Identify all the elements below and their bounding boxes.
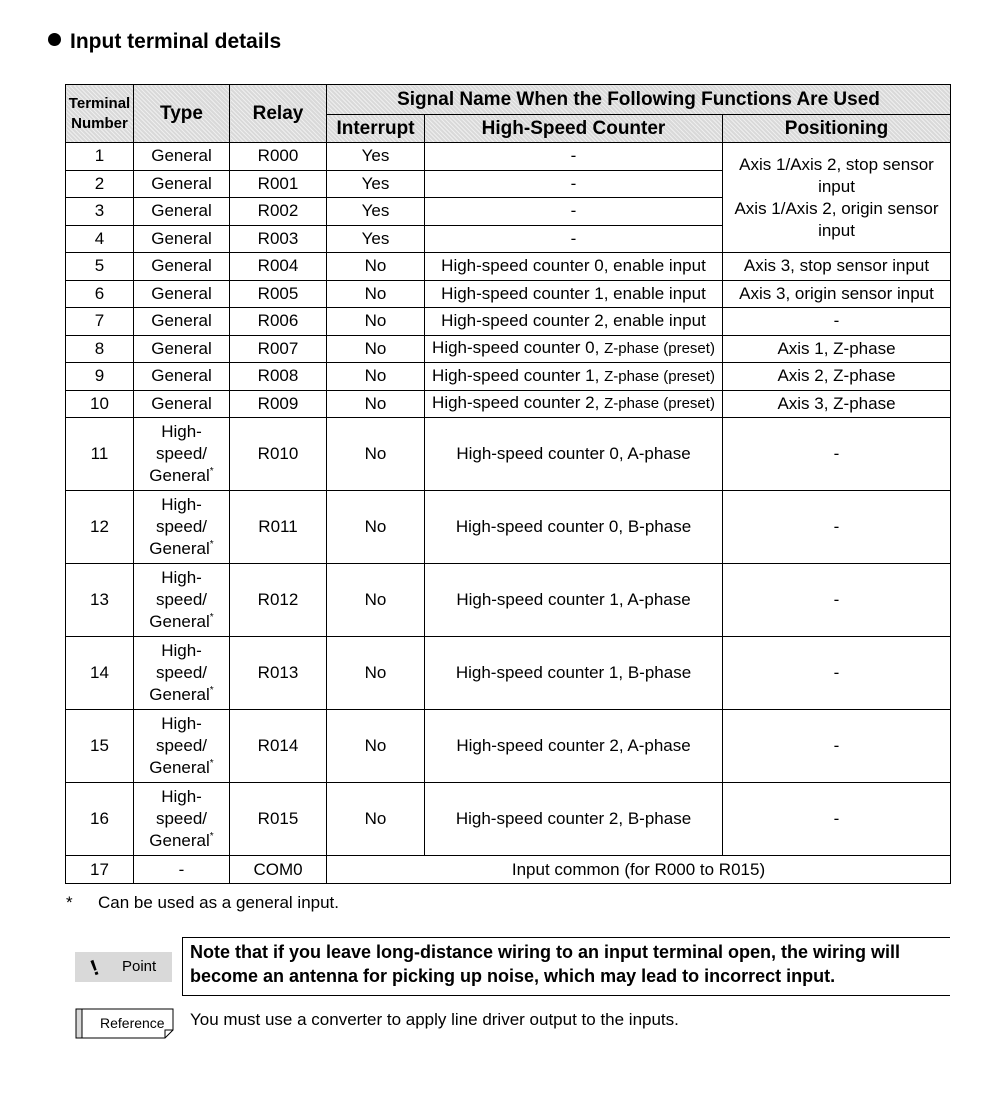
cell-positioning: - bbox=[723, 308, 951, 336]
type-line: High- bbox=[161, 495, 202, 514]
cell-relay: R008 bbox=[230, 363, 327, 391]
cell-relay: R001 bbox=[230, 170, 327, 198]
cell-type: General bbox=[134, 280, 230, 308]
cell-type: General bbox=[134, 363, 230, 391]
cell-high-speed-counter: High-speed counter 2, B-phase bbox=[425, 783, 723, 856]
cell-interrupt: No bbox=[327, 390, 425, 418]
type-line: General bbox=[149, 612, 210, 631]
cell-terminal-number: 12 bbox=[66, 491, 134, 564]
type-line: High- bbox=[161, 641, 202, 660]
cell-relay: R003 bbox=[230, 225, 327, 253]
cell-type bbox=[134, 564, 230, 637]
cell-type: General bbox=[134, 170, 230, 198]
table-row bbox=[66, 491, 951, 564]
cell-high-speed-counter: - bbox=[425, 170, 723, 198]
table-row bbox=[66, 564, 951, 637]
cell-high-speed-counter: High-speed counter 0, B-phase bbox=[425, 491, 723, 564]
table-row bbox=[66, 390, 951, 418]
cell-interrupt: No bbox=[327, 491, 425, 564]
header-signal-group: Signal Name When the Following Functions Are Used bbox=[327, 85, 951, 115]
cell-type bbox=[134, 710, 230, 783]
cell-positioning: - bbox=[723, 418, 951, 491]
cell-type: General bbox=[134, 390, 230, 418]
cell-relay: COM0 bbox=[230, 856, 327, 884]
cell-type bbox=[134, 783, 230, 856]
cell-terminal-number: 7 bbox=[66, 308, 134, 336]
type-line: High- bbox=[161, 714, 202, 733]
cell-type: General bbox=[134, 225, 230, 253]
cell-terminal-number: 14 bbox=[66, 637, 134, 710]
type-line: General bbox=[149, 539, 210, 558]
reference-label-box bbox=[75, 1008, 173, 1038]
cell-relay: R002 bbox=[230, 198, 327, 226]
divider bbox=[182, 995, 950, 996]
cell-type: General bbox=[134, 308, 230, 336]
cell-relay: R004 bbox=[230, 253, 327, 281]
cell-interrupt: No bbox=[327, 637, 425, 710]
cell-interrupt: No bbox=[327, 308, 425, 336]
footnote-marker: * bbox=[209, 612, 214, 623]
cell-relay: R005 bbox=[230, 280, 327, 308]
cell-terminal-number: 15 bbox=[66, 710, 134, 783]
cell-terminal-number: 9 bbox=[66, 363, 134, 391]
footnote bbox=[66, 893, 339, 913]
type-line: speed/ bbox=[155, 517, 208, 536]
section-heading bbox=[48, 30, 281, 54]
reference-label: Reference bbox=[100, 1015, 165, 1031]
point-label-box bbox=[75, 952, 172, 982]
cell-terminal-number: 16 bbox=[66, 783, 134, 856]
cell-positioning: Axis 2, Z-phase bbox=[723, 363, 951, 391]
cell-positioning: - bbox=[723, 783, 951, 856]
cell-relay: R000 bbox=[230, 143, 327, 171]
header-interrupt: Interrupt bbox=[327, 115, 425, 143]
cell-terminal-number: 6 bbox=[66, 280, 134, 308]
cell-positioning: Axis 3, origin sensor input bbox=[723, 280, 951, 308]
divider bbox=[182, 937, 183, 995]
type-line: High- bbox=[161, 568, 202, 587]
cell-high-speed-counter: - bbox=[425, 198, 723, 226]
type-line: General bbox=[149, 758, 210, 777]
cell-interrupt: Yes bbox=[327, 198, 425, 226]
cell-relay: R006 bbox=[230, 308, 327, 336]
table-row bbox=[66, 783, 951, 856]
divider bbox=[182, 937, 950, 938]
table-row bbox=[66, 253, 951, 281]
point-label: Point bbox=[122, 958, 157, 975]
table-row bbox=[66, 856, 951, 884]
table-row bbox=[66, 308, 951, 336]
cell-high-speed-counter: High-speed counter 1, B-phase bbox=[425, 637, 723, 710]
type-line: speed/ bbox=[155, 663, 208, 682]
cell-type bbox=[134, 637, 230, 710]
cell-type: General bbox=[134, 335, 230, 363]
footnote-marker: * bbox=[209, 539, 214, 550]
cell-high-speed-counter: High-speed counter 1, enable input bbox=[425, 280, 723, 308]
cell-terminal-number: 11 bbox=[66, 418, 134, 491]
cell-interrupt: Yes bbox=[327, 170, 425, 198]
positioning-origin-sensor: Axis 1/Axis 2, origin sensor input bbox=[734, 198, 939, 240]
hsc-small-text: Z-phase (preset) bbox=[604, 395, 715, 413]
cell-interrupt: Yes bbox=[327, 143, 425, 171]
cell-relay: R012 bbox=[230, 564, 327, 637]
cell-high-speed-counter: High-speed counter 0, A-phase bbox=[425, 418, 723, 491]
cell-interrupt: No bbox=[327, 280, 425, 308]
hsc-small-text: Z-phase (preset) bbox=[604, 340, 715, 358]
hsc-small-text: Z-phase (preset) bbox=[604, 367, 715, 385]
footnote-marker: * bbox=[209, 831, 214, 842]
cell-terminal-number: 3 bbox=[66, 198, 134, 226]
cell-high-speed-counter: High-speed counter 2, A-phase bbox=[425, 710, 723, 783]
cell-high-speed-counter: High-speed counter 1, A-phase bbox=[425, 564, 723, 637]
footnote-marker: * bbox=[209, 758, 214, 769]
table-row bbox=[66, 710, 951, 783]
cell-terminal-number: 10 bbox=[66, 390, 134, 418]
footnote-star: * bbox=[66, 893, 73, 912]
point-note-text: Note that if you leave long-distance wiring to an input terminal open, the wiring will become an antenna for picking up noise, which may lead to incorrect input. bbox=[190, 942, 901, 986]
cell-relay: R007 bbox=[230, 335, 327, 363]
positioning-stop-sensor: Axis 1/Axis 2, stop sensor input bbox=[739, 154, 934, 196]
cell-input-common: Input common (for R000 to R015) bbox=[327, 856, 951, 884]
section-heading-text: Input terminal details bbox=[70, 30, 282, 53]
cell-positioning: Axis 3, stop sensor input bbox=[723, 253, 951, 281]
header-relay: Relay bbox=[230, 85, 327, 143]
cell-type bbox=[134, 418, 230, 491]
type-line: speed/ bbox=[155, 590, 208, 609]
header-type: Type bbox=[134, 85, 230, 143]
table-row bbox=[66, 418, 951, 491]
cell-high-speed-counter: High-speed counter 0, enable input bbox=[425, 253, 723, 281]
type-line: High- bbox=[161, 422, 202, 441]
cell-high-speed-counter: - bbox=[425, 143, 723, 171]
cell-relay: R010 bbox=[230, 418, 327, 491]
cell-positioning: Axis 3, Z-phase bbox=[723, 390, 951, 418]
table-row bbox=[66, 335, 951, 363]
cell-interrupt: No bbox=[327, 363, 425, 391]
header-high-speed-counter: High-Speed Counter bbox=[425, 115, 723, 143]
cell-relay: R015 bbox=[230, 783, 327, 856]
cell-relay: R011 bbox=[230, 491, 327, 564]
exclamation-icon: ! bbox=[86, 954, 103, 981]
table-row bbox=[66, 280, 951, 308]
cell-positioning: Axis 1, Z-phase bbox=[723, 335, 951, 363]
table-row bbox=[66, 363, 951, 391]
table-row bbox=[66, 143, 951, 171]
table-row bbox=[66, 637, 951, 710]
input-terminal-table bbox=[65, 84, 951, 884]
cell-terminal-number: 13 bbox=[66, 564, 134, 637]
cell-positioning: - bbox=[723, 491, 951, 564]
cell-terminal-number: 17 bbox=[66, 856, 134, 884]
type-line: High- bbox=[161, 787, 202, 806]
cell-interrupt: No bbox=[327, 335, 425, 363]
cell-positioning-merged bbox=[723, 143, 951, 253]
type-line: General bbox=[149, 831, 210, 850]
cell-terminal-number: 1 bbox=[66, 143, 134, 171]
footnote-text: Can be used as a general input. bbox=[98, 893, 340, 912]
cell-positioning: - bbox=[723, 710, 951, 783]
type-line: General bbox=[149, 466, 210, 485]
cell-terminal-number: 8 bbox=[66, 335, 134, 363]
type-line: General bbox=[149, 685, 210, 704]
hsc-main-text: High-speed counter 2, bbox=[432, 393, 600, 413]
cell-high-speed-counter bbox=[425, 363, 723, 391]
cell-type: General bbox=[134, 253, 230, 281]
cell-type: General bbox=[134, 143, 230, 171]
cell-high-speed-counter: - bbox=[425, 225, 723, 253]
cell-high-speed-counter: High-speed counter 2, enable input bbox=[425, 308, 723, 336]
footnote-marker: * bbox=[209, 685, 214, 696]
cell-interrupt: No bbox=[327, 418, 425, 491]
hsc-main-text: High-speed counter 0, bbox=[432, 338, 600, 358]
cell-terminal-number: 4 bbox=[66, 225, 134, 253]
cell-high-speed-counter bbox=[425, 390, 723, 418]
cell-interrupt: No bbox=[327, 710, 425, 783]
cell-type: - bbox=[134, 856, 230, 884]
cell-high-speed-counter bbox=[425, 335, 723, 363]
cell-terminal-number: 5 bbox=[66, 253, 134, 281]
cell-type bbox=[134, 491, 230, 564]
cell-interrupt: No bbox=[327, 783, 425, 856]
bullet-icon bbox=[48, 33, 61, 46]
type-line: speed/ bbox=[155, 444, 208, 463]
hsc-main-text: High-speed counter 1, bbox=[432, 365, 600, 385]
cell-interrupt: Yes bbox=[327, 225, 425, 253]
cell-relay: R013 bbox=[230, 637, 327, 710]
cell-interrupt: No bbox=[327, 564, 425, 637]
footnote-marker: * bbox=[209, 466, 214, 477]
cell-type: General bbox=[134, 198, 230, 226]
cell-interrupt: No bbox=[327, 253, 425, 281]
cell-positioning: - bbox=[723, 564, 951, 637]
header-positioning: Positioning bbox=[723, 115, 951, 143]
cell-positioning: - bbox=[723, 637, 951, 710]
type-line: speed/ bbox=[155, 809, 208, 828]
header-terminal-number: Terminal Number bbox=[66, 85, 134, 143]
cell-relay: R009 bbox=[230, 390, 327, 418]
reference-text: You must use a converter to apply line driver output to the inputs. bbox=[190, 1010, 679, 1029]
cell-relay: R014 bbox=[230, 710, 327, 783]
cell-terminal-number: 2 bbox=[66, 170, 134, 198]
type-line: speed/ bbox=[155, 736, 208, 755]
